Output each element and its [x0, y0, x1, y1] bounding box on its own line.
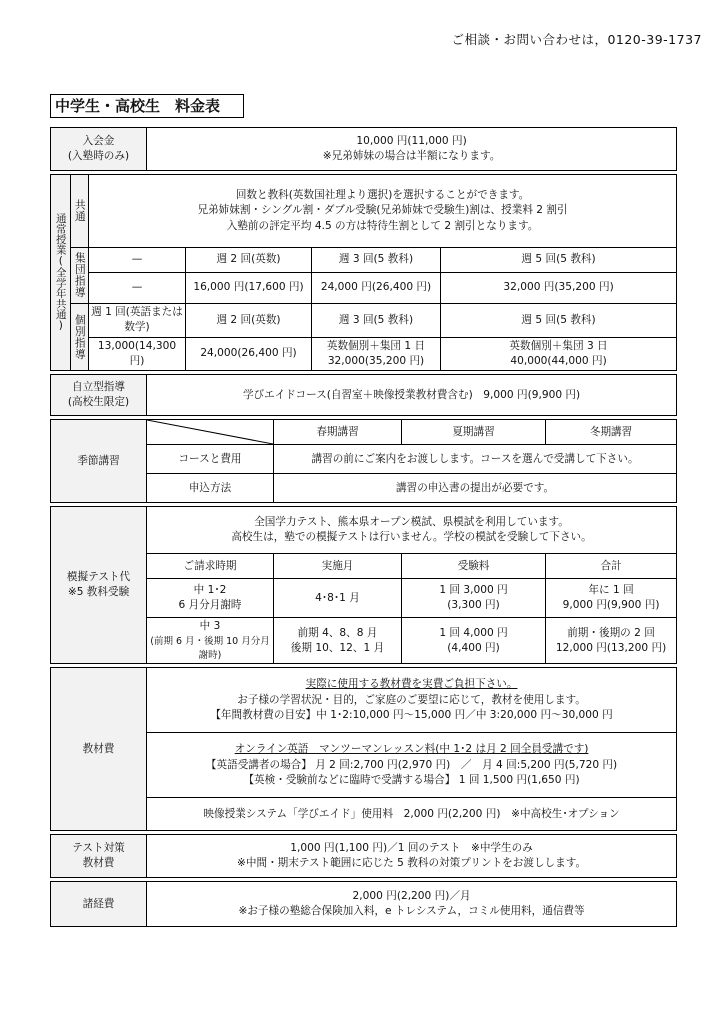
seasonal-label: 季節講習 [51, 420, 147, 503]
misc-label: 諸経費 [51, 882, 147, 927]
mock-label: 模擬テスト代 ※5 教科受験 [51, 507, 147, 664]
seasonal-header-winter: 冬期講習 [546, 420, 677, 445]
common-label: 共通 [71, 175, 89, 248]
diagonal-line [147, 420, 273, 444]
mock-row1-fee: 1 回 3,000 円 (3,300 円) [402, 579, 546, 618]
seasonal-apply-label: 申込方法 [147, 474, 274, 503]
materials-block-2: オンライン英語 マンツーマンレッスン料(中 1･2 は月 2 回全員受講です) 【英語受講者の場合】 月 2 回:2,700 円(2,970 円) ／ 月 4 回:5,200 円(5,720 円) 【英検・受験前などに臨時で受講する場合】 1 回 1,500 円(1,650 円) [147, 733, 677, 798]
materials-block-3: 映像授業システム「学びエイド」使用料 2,000 円(2,200 円) ※中高校生･オプション [147, 798, 677, 831]
seasonal-course-text: 講習の前にご案内をお渡しします。コースを選んで受講して下さい。 [274, 445, 677, 474]
test-prep-text: 1,000 円(1,100 円)／1 回のテスト ※中学生のみ ※中間・期末テスト範囲に応じた 5 教科の対策プリントをお渡しします。 [147, 835, 677, 878]
group-label: 集団指導 [71, 248, 89, 304]
self-study-text: 学びエイドコース(自習室＋映像授業教材費含む) 9,000 円(9,900 円) [147, 375, 677, 416]
common-text: 回数と教科(英数国社理より選択)を選択することができます。 兄弟姉妹割・シングル割・ダブル受験(兄弟姉妹で受験生)割は、授業料 2 割引 入塾前の評定平均 4.5 の方は特待生割として 2 割引となります。 [89, 175, 677, 248]
individual-header-row [51, 304, 677, 338]
enrollment-label: 入会金 (入塾時のみ) [51, 128, 147, 171]
enrollment-note: ※兄弟姉妹の場合は半額になります。 [322, 150, 501, 162]
individual-header-4: 週 5 回(5 教科) [441, 304, 677, 338]
seasonal-apply-text: 講習の申込書の提出が必要です。 [274, 474, 677, 503]
mock-row1-months: 4･8･1 月 [274, 579, 402, 618]
regular-common-row [51, 175, 677, 248]
misc-row [51, 882, 677, 927]
mock-intro-row [51, 507, 677, 554]
individual-header-3: 週 3 回(5 教科) [312, 304, 441, 338]
page-title: 中学生・高校生 料金表 [50, 94, 244, 118]
materials-row-1 [51, 668, 677, 733]
group-header-3: 週 3 回(5 教科) [312, 248, 441, 273]
individual-header-2: 週 2 回(英数) [186, 304, 312, 338]
seasonal-header-summer: 夏期講習 [402, 420, 546, 445]
seasonal-course-label: コースと費用 [147, 445, 274, 474]
group-header-2: 週 2 回(英数) [186, 248, 312, 273]
fee-table [50, 127, 677, 927]
contact-info: ご相談・お問い合わせは，0120-39-1737 [451, 32, 702, 47]
individual-price-3: 英数個別＋集団 1 日 32,000(35,200 円) [312, 337, 441, 371]
test-prep-label: テスト対策 教材費 [51, 835, 147, 878]
regular-label: 通常授業(全学年共通) [51, 175, 71, 371]
individual-label: 個別指導 [71, 304, 89, 371]
enrollment-fee-cell [147, 128, 677, 171]
seasonal-diagonal-cell [147, 420, 274, 445]
group-header-4: 週 5 回(5 教科) [441, 248, 677, 273]
individual-price-2: 24,000(26,400 円) [186, 337, 312, 371]
self-study-label: 自立型指導 (高校生限定) [51, 375, 147, 416]
self-study-row [51, 375, 677, 416]
individual-price-1: 13,000(14,300 円) [89, 337, 186, 371]
misc-text: 2,000 円(2,200 円)／月 ※お子様の塾総合保険加入料，e トレシステム，コミル使用料，通信費等 [147, 882, 677, 927]
seasonal-header-row [51, 420, 677, 445]
mock-intro: 全国学力テスト、熊本県オープン模試、県模試を利用しています。 高校生は，塾での模擬テストは行いません。学校の模試を受験して下さい。 [147, 507, 677, 554]
mock-row1-period: 中 1･2 6 月分月謝時 [147, 579, 274, 618]
mock-row1-total: 年に 1 回 9,000 円(9,900 円) [546, 579, 677, 618]
mock-header-total: 合計 [546, 554, 677, 579]
mock-header-fee: 受験料 [402, 554, 546, 579]
group-price-4: 32,000 円(35,200 円) [441, 273, 677, 304]
individual-header-1: 週 1 回(英語または数学) [89, 304, 186, 338]
group-price-3: 24,000 円(26,400 円) [312, 273, 441, 304]
mock-row2-fee: 1 回 4,000 円 (4,400 円) [402, 618, 546, 664]
materials-block-1: 実際に使用する教材費を実費ご負担下さい。 お子様の学習状況・目的，ご家庭のご要望に応じて，教材を使用します。 【年間教材費の目安】中 1･2:10,000 円～15,000 円／中 3:20,000 円～30,000 円 [147, 668, 677, 733]
mock-row2-months: 前期 4、8、8 月 後期 10、12、1 月 [274, 618, 402, 664]
seasonal-header-spring: 春期講習 [274, 420, 402, 445]
group-header-row [51, 248, 677, 273]
materials-label: 教材費 [51, 668, 147, 831]
enrollment-fee: 10,000 円(11,000 円) [356, 134, 467, 147]
group-price-row [51, 273, 677, 304]
group-header-1: — [89, 248, 186, 273]
individual-price-row [51, 337, 677, 371]
group-price-1: — [89, 273, 186, 304]
mock-header-period: ご請求時期 [147, 554, 274, 579]
mock-header-months: 実施月 [274, 554, 402, 579]
mock-row2-total: 前期・後期の 2 回 12,000 円(13,200 円) [546, 618, 677, 664]
mock-row2-period: 中 3 (前期 6 月・後期 10 月分月謝時) [147, 618, 274, 664]
test-prep-row [51, 835, 677, 878]
individual-price-4: 英数個別＋集団 3 日 40,000(44,000 円) [441, 337, 677, 371]
enrollment-row [51, 128, 677, 171]
group-price-2: 16,000 円(17,600 円) [186, 273, 312, 304]
